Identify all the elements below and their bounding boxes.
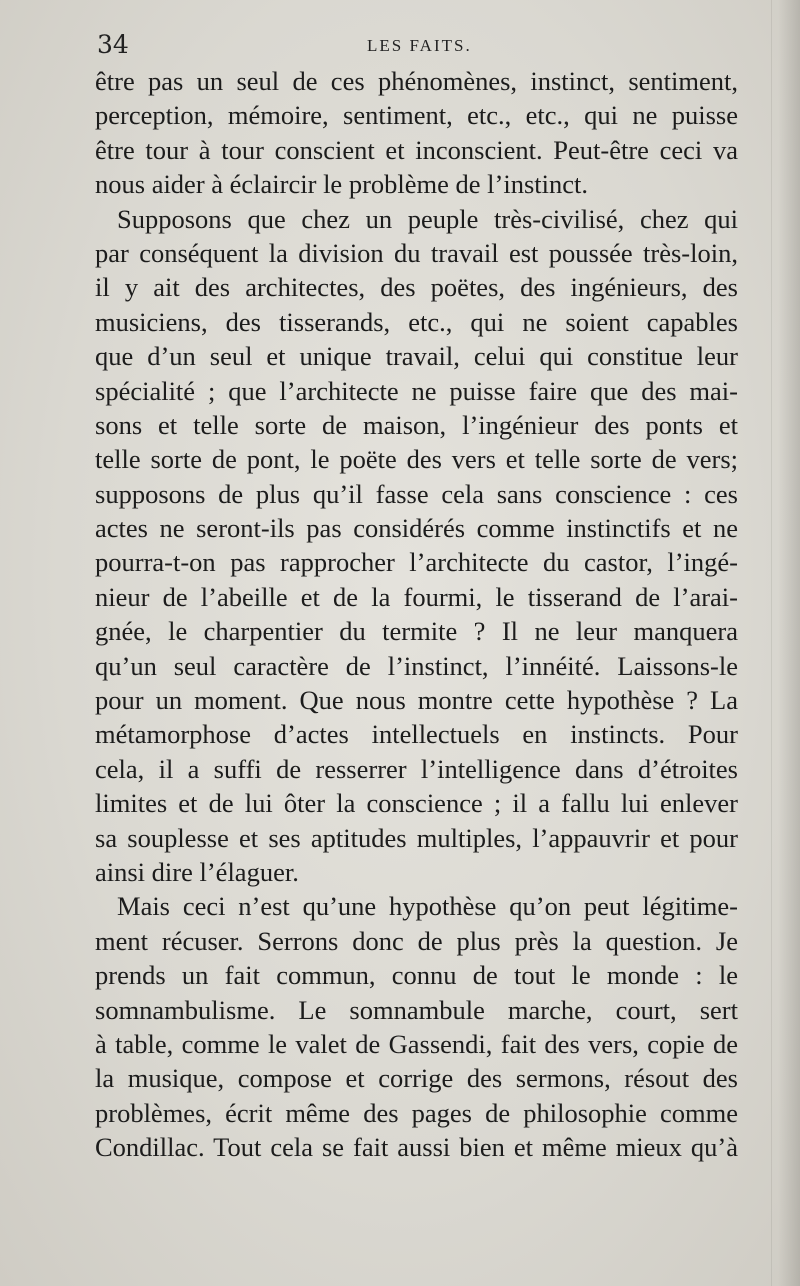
text-line: ainsi dire l’élaguer. (95, 856, 299, 887)
text-line: être tour à tour conscient et inconscient. Peut-être ceci va (95, 134, 738, 165)
text-line: à table, comme le valet de Gassendi, fait des vers, copie de (95, 1028, 738, 1059)
page-number: 34 (97, 30, 129, 59)
text-line: perception, mémoire, sentiment, etc., etc., qui ne puisse (95, 100, 738, 131)
text-line: prends un fait commun, connu de tout le monde : le (95, 960, 738, 991)
text-line: ment récuser. Serrons donc de plus près la question. Je (95, 925, 738, 956)
text-line: telle sorte de pont, le poëte des vers et telle sorte de vers; (95, 444, 738, 475)
text-line: gnée, le charpentier du termite ? Il ne leur manquera (95, 616, 738, 647)
text-line: que d’un seul et unique travail, celui qui constitue leur (95, 341, 738, 372)
text-line: problèmes, écrit même des pages de philosophie comme (95, 1097, 738, 1128)
text-line: Condillac. Tout cela se fait aussi bien et même mieux qu’à (95, 1132, 738, 1163)
text-line: pourra-t-on pas rapprocher l’architecte du castor, l’ingé- (95, 547, 738, 578)
text-line: par conséquent la division du travail est poussée très-loin, (95, 237, 738, 268)
text-line: somnambulisme. Le somnambule marche, court, sert (95, 994, 738, 1025)
text-line: sa souplesse et ses aptitudes multiples, l’appauvrir et pour (95, 822, 738, 853)
text-line: pour un moment. Que nous montre cette hypothèse ? La (95, 685, 738, 716)
page-header (97, 30, 737, 64)
text-line: métamorphose d’actes intellectuels en instincts. Pour (95, 719, 738, 750)
page-fold-line (771, 0, 772, 1286)
text-line: sons et telle sorte de maison, l’ingénieur des ponts et (95, 409, 738, 440)
text-line: être pas un seul de ces phénomènes, instinct, sentiment, (95, 66, 738, 96)
text-line: spécialité ; que l’architecte ne puisse faire que des mai- (95, 375, 738, 406)
text-line: musiciens, des tisserands, etc., qui ne soient capables (95, 306, 738, 337)
text-line: il y ait des architectes, des poëtes, des ingénieurs, des (95, 272, 738, 303)
text-line: actes ne seront-ils pas considérés comme instinctifs et ne (95, 513, 738, 544)
text-line: limites et de lui ôter la conscience ; il a fallu lui enlever (95, 788, 738, 819)
text-line: la musique, compose et corrige des sermons, résout des (95, 1063, 738, 1094)
text-line: qu’un seul caractère de l’instinct, l’innéité. Laissons-le (95, 650, 738, 681)
paragraph-start-line: Supposons que chez un peuple très-civilisé, chez qui (117, 203, 738, 234)
text-line: supposons de plus qu’il fasse cela sans conscience : ces (95, 478, 738, 509)
body-text (95, 64, 738, 1165)
paragraph-start-line: Mais ceci n’est qu’une hypothèse qu’on peut légitime- (117, 891, 738, 922)
text-line: nieur de l’abeille et de la fourmi, le tisserand de l’arai- (95, 581, 738, 612)
running-head: LES FAITS. (367, 36, 472, 55)
text-line: cela, il a suffi de resserrer l’intelligence dans d’étroites (95, 753, 738, 784)
page-edge-shadow (778, 0, 800, 1286)
text-line: nous aider à éclaircir le problème de l’instinct. (95, 169, 588, 200)
